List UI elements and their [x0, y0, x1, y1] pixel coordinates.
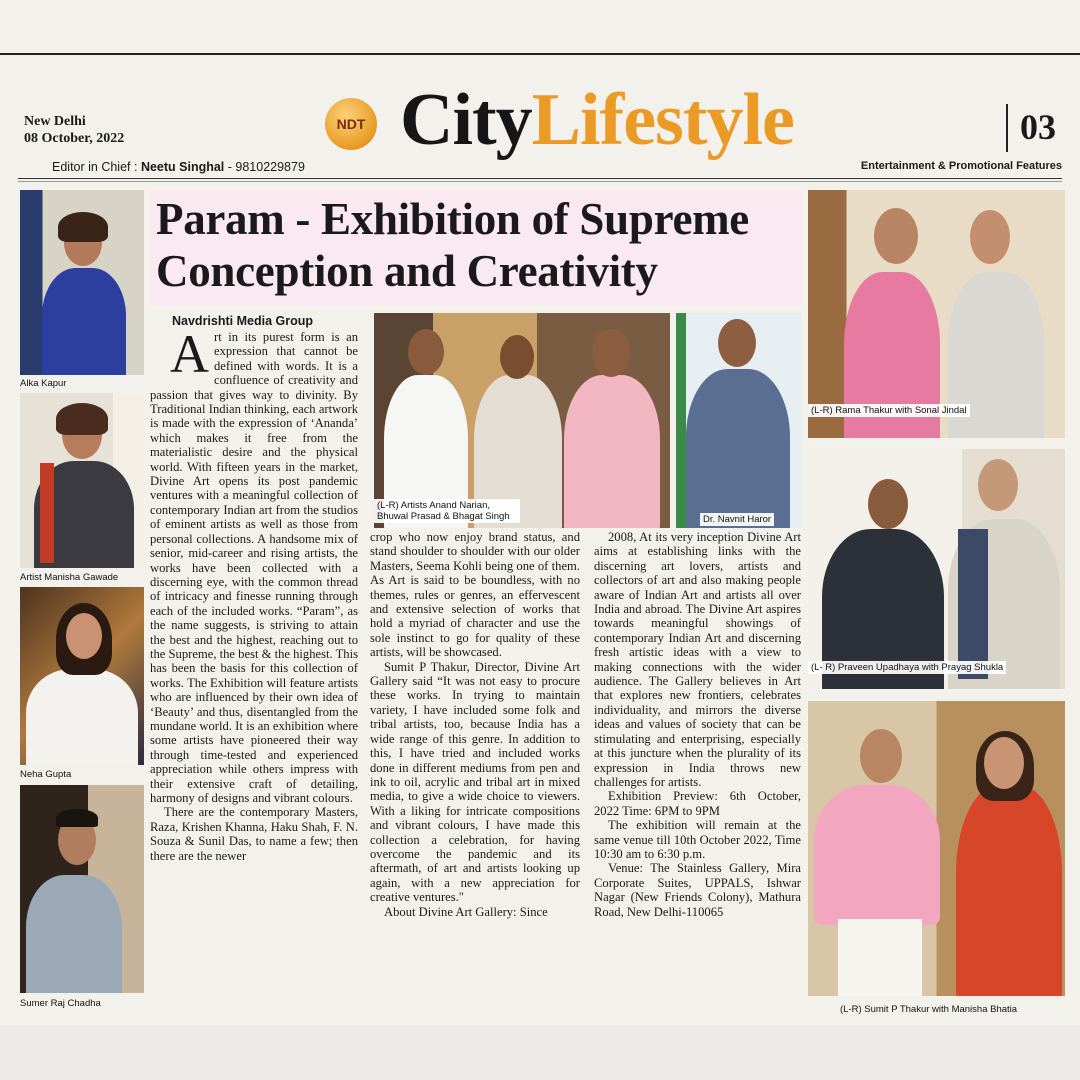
col1-paragraph-2: There are the contemporary Masters, Raza, Krishen Khanna, Haku Shah, F. N. Souza & Sunil Das, to name a few; then there are the newer: [150, 805, 358, 863]
masthead-rule-secondary: [18, 181, 1062, 182]
photo-alka-kapur: [20, 190, 144, 375]
masthead-rule: [18, 178, 1062, 179]
editor-phone: - 9810229879: [224, 160, 305, 174]
article-column-2: [370, 530, 580, 1020]
photo-sumit-thakur-manisha-bhatia: [808, 701, 1065, 996]
col3-paragraph-2: Exhibition Preview: 6th October, 2022 Time: 6PM to 9PM: [594, 789, 801, 818]
col3-paragraph-1: 2008, At its very inception Divine Art aims at establishing links with the discerning art lovers, artists and collectors of art and also making people aware of Indian Art and artists all over India and abroad. The Divine Art aspires towards meaningful showings of contemporary Indian Art and discerning fresh artistic ideas with a view to making connections with the wider audience. The Gallery believes in Art that explores new frontiers, celebrates individuality, and mirrors the diverse ideas and values of society that can be stimulating and enterprising, especially at this juncture when the plurality of its expression in India throws new challenges for artists.: [594, 530, 801, 789]
photo-sumer-raj-chadha: [20, 785, 144, 993]
dropcap: A: [170, 324, 209, 384]
col3-paragraph-4: Venue: The Stainless Gallery, Mira Corporate Suites, UPPALS, Ishwar Nagar (New Friends Colony), Mathura Road, New Delhi-110065: [594, 861, 801, 919]
section-tag: Entertainment & Promotional Features: [860, 160, 1062, 172]
caption-neha-gupta: Neha Gupta: [20, 769, 72, 780]
top-border: [0, 53, 1080, 55]
caption-rama-thakur: (L-R) Rama Thakur with Sonal Jindal: [808, 404, 970, 417]
caption-navnit-haror: Dr. Navnit Haror: [700, 513, 774, 526]
dateline-city: New Delhi: [24, 114, 86, 129]
dateline-date: 08 October, 2022: [24, 131, 125, 146]
col2-paragraph-1: crop who now enjoy brand status, and stand shoulder to shoulder with our older Masters, Seema Kohli being one of them. As Art is said to be boundless, with no themes, rules or genres, an effervescent and extensive selection of works that hold a myriad of character and use the sole instinct to go for quality of these artists, will be showcased.: [370, 530, 580, 660]
masthead-title: [400, 80, 794, 160]
dateline: [24, 113, 124, 147]
col3-paragraph-3: The exhibition will remain at the same venue till 10th October 2022, Time 10:30 am to 6:30 p.m.: [594, 818, 801, 861]
caption-manisha-gawade: Artist Manisha Gawade: [20, 572, 119, 583]
caption-sumit-thakur: (L-R) Sumit P Thakur with Manisha Bhatia: [840, 1004, 1018, 1015]
col2-paragraph-2: Sumit P Thakur, Director, Divine Art Gallery said “It was not easy to procure these works. In trying to maintain variety, I have included some folk and tribal artists, too, because India has a wide range of this genre. In addition to this, I have tried and included works done in different mediums from pen and ink to oil, acrylic and tribal art in mixed media, to give a wide choice to viewers. With a liking for intricate compositions and vibrant colours, I have made this collection a celebration, for having overcome the pandemic and its aftermath, of art and artists looking up again, with a new appreciation for creative ventures.": [370, 659, 580, 905]
photo-artists-group: [374, 313, 670, 528]
ndt-logo: [325, 98, 377, 150]
masthead-city: City: [400, 79, 532, 161]
editor-line: [52, 160, 305, 174]
article-column-3: [594, 530, 801, 1020]
headline: Param - Exhibition of Supreme Conception and Creativity: [156, 194, 749, 296]
photo-neha-gupta: [20, 587, 144, 765]
col1-paragraph-1: rt in its purest form is an expression that cannot be defined with words. It is a confluence of creativity and passion that gives way to divinity. By Traditional Indian thinking, each artwork is made with the expression of ‘Ananda’ which makes it free from the materialistic desire and the physical world. With fifteen years in the market, Divine Art opens its post pandemic ventures with a meaningful collection of contemporary Indian art from the studios of eminent artists as well as those from personal collections. A handsome mix of senior, mid-career and rising artists, the works have been collected with a discerning eye, with the common thread of intricacy and finesse running through each of the included works. “Param”, as the name suggests, is striving to attain the best and the highest, reaching out to the Supreme, the best & the highest. This has been the basis for this collection of works. The Exhibition will feature artists who are influenced by their own idea of ‘Beauty’ and thus, disentangled from the mundane world. It is an exhibition where some artists have pioneered their way through time-tested and experienced appreciation while others impress with their extensive craft of detailing, harmony of designs and vibrant colours.: [150, 330, 358, 805]
article-column-1: [150, 324, 358, 1020]
editor-label: Editor in Chief :: [52, 160, 141, 174]
bottom-margin: [0, 1025, 1080, 1080]
masthead-lifestyle: Lifestyle: [531, 79, 794, 161]
caption-sumer-raj-chadha: Sumer Raj Chadha: [20, 998, 101, 1009]
photo-rama-thakur-sonal-jindal: [808, 190, 1065, 438]
photo-navnit-haror: [676, 313, 801, 528]
ndt-logo-text: NDT: [336, 116, 366, 132]
col2-paragraph-3: About Divine Art Gallery: Since: [384, 904, 548, 919]
photo-manisha-gawade: [20, 393, 144, 568]
page-number: 03: [1020, 107, 1056, 147]
caption-alka-kapur: Alka Kapur: [20, 378, 67, 389]
caption-artists: (L-R) Artists Anand Narian, Bhuwal Prasad & Bhagat Singh: [374, 499, 520, 523]
page-number-divider: [1006, 104, 1008, 152]
caption-praveen-upadhaya: (L- R) Praveen Upadhaya with Prayag Shukla: [808, 661, 1006, 674]
editor-name: Neetu Singhal: [140, 160, 225, 174]
photo-praveen-upadhaya-prayag-shukla: [808, 449, 1065, 689]
byline: Navdrishti Media Group: [172, 314, 313, 328]
